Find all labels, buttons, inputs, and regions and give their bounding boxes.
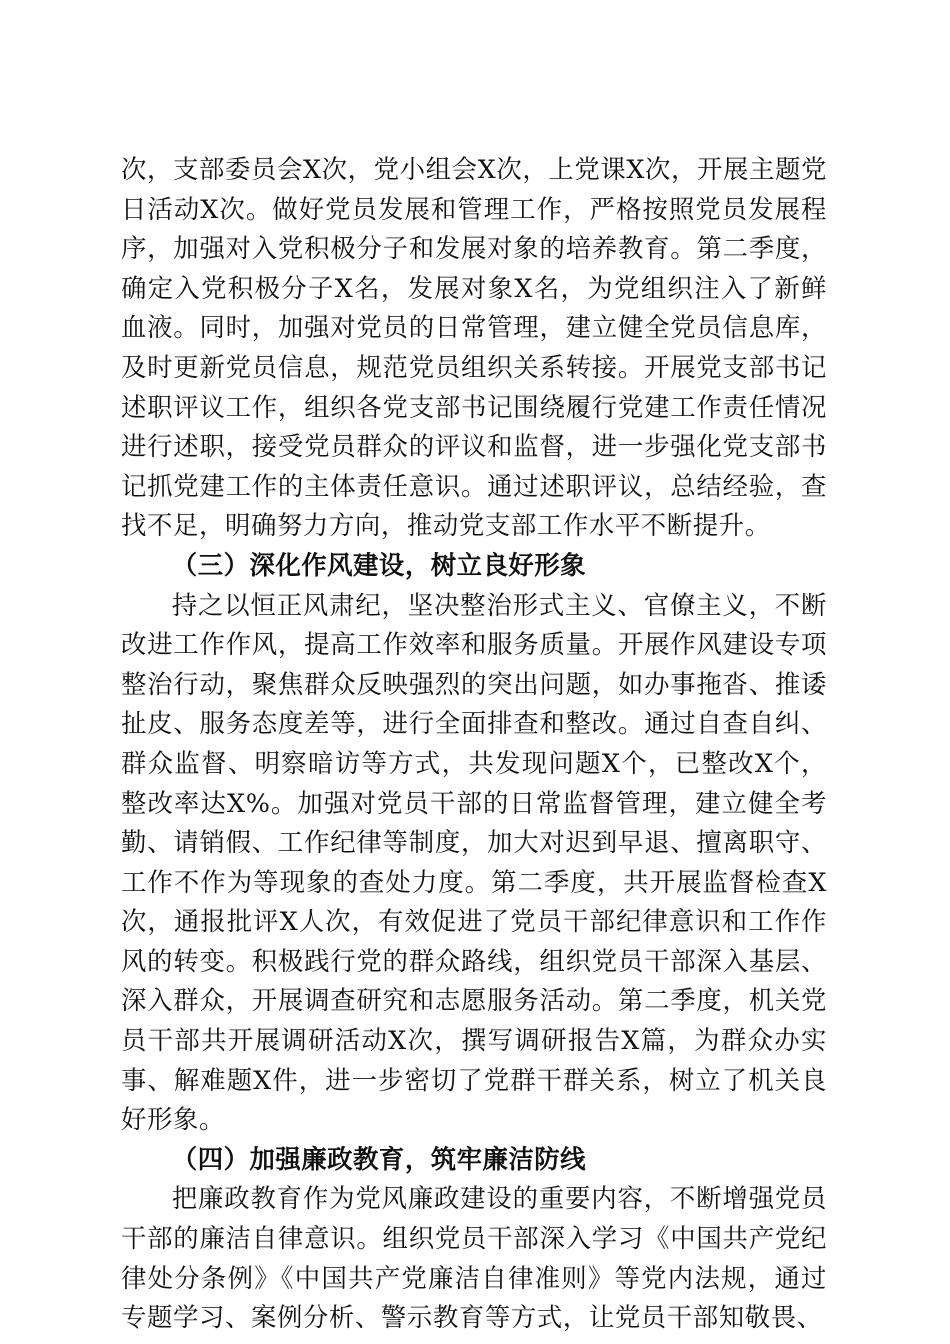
section-heading-3: （三）深化作风建设，树立良好形象 <box>171 549 587 580</box>
section-heading-4: （四）加强廉政教育，筑牢廉洁防线 <box>171 1143 587 1174</box>
document-body <box>121 150 827 1338</box>
body-paragraph-3: 把廉政教育作为党风廉政建设的重要内容，不断增强党员干部的廉洁自律意识。组织党员干部深入学习《中国共产党纪律处分条例》《中国共产党廉洁自律准则》等党内法规，通过专题学习、案例分析、警示教育等方式，让党员干部知敬畏、 <box>121 1183 827 1333</box>
body-paragraph-1: 次，支部委员会X次，党小组会X次，上党课X次，开展主题党日活动X次。做好党员发展和管理工作，严格按照党员发展程序，加强对入党积极分子和发展对象的培养教育。第二季度，确定入党积极分子X名，发展对象X名，为党组织注入了新鲜血液。同时，加强对党员的日常管理，建立健全党员信息库，及时更新党员信息，规范党员组织关系转接。开展党支部书记述职评议工作，组织各党支部书记围绕履行党建工作责任情况进行述职，接受党员群众的评议和监督，进一步强化党支部书记抓党建工作的主体责任意识。通过述职评议，总结经验，查找不足，明确努力方向，推动党支部工作水平不断提升。 <box>121 154 827 541</box>
body-paragraph-2: 持之以恒正风肃纪，坚决整治形式主义、官僚主义，不断改进工作作风，提高工作效率和服务质量。开展作风建设专项整治行动，聚焦群众反映强烈的突出问题，如办事拖沓、推诿扯皮、服务态度差等，进行全面排查和整改。通过自查自纠、群众监督、明察暗访等方式，共发现问题X个，已整改X个，整改率达X%。加强对党员干部的日常监督管理，建立健全考勤、请销假、工作纪律等制度，加大对迟到早退、擅离职守、工作不作为等现象的查处力度。第二季度，共开展监督检查X次，通报批评X人次，有效促进了党员干部纪律意识和工作作风的转变。积极践行党的群众路线，组织党员干部深入基层、深入群众，开展调查研究和志愿服务活动。第二季度，机关党员干部共开展调研活动X次，撰写调研报告X篇，为群众办实事、解难题X件，进一步密切了党群干群关系，树立了机关良好形象。 <box>121 589 827 1135</box>
